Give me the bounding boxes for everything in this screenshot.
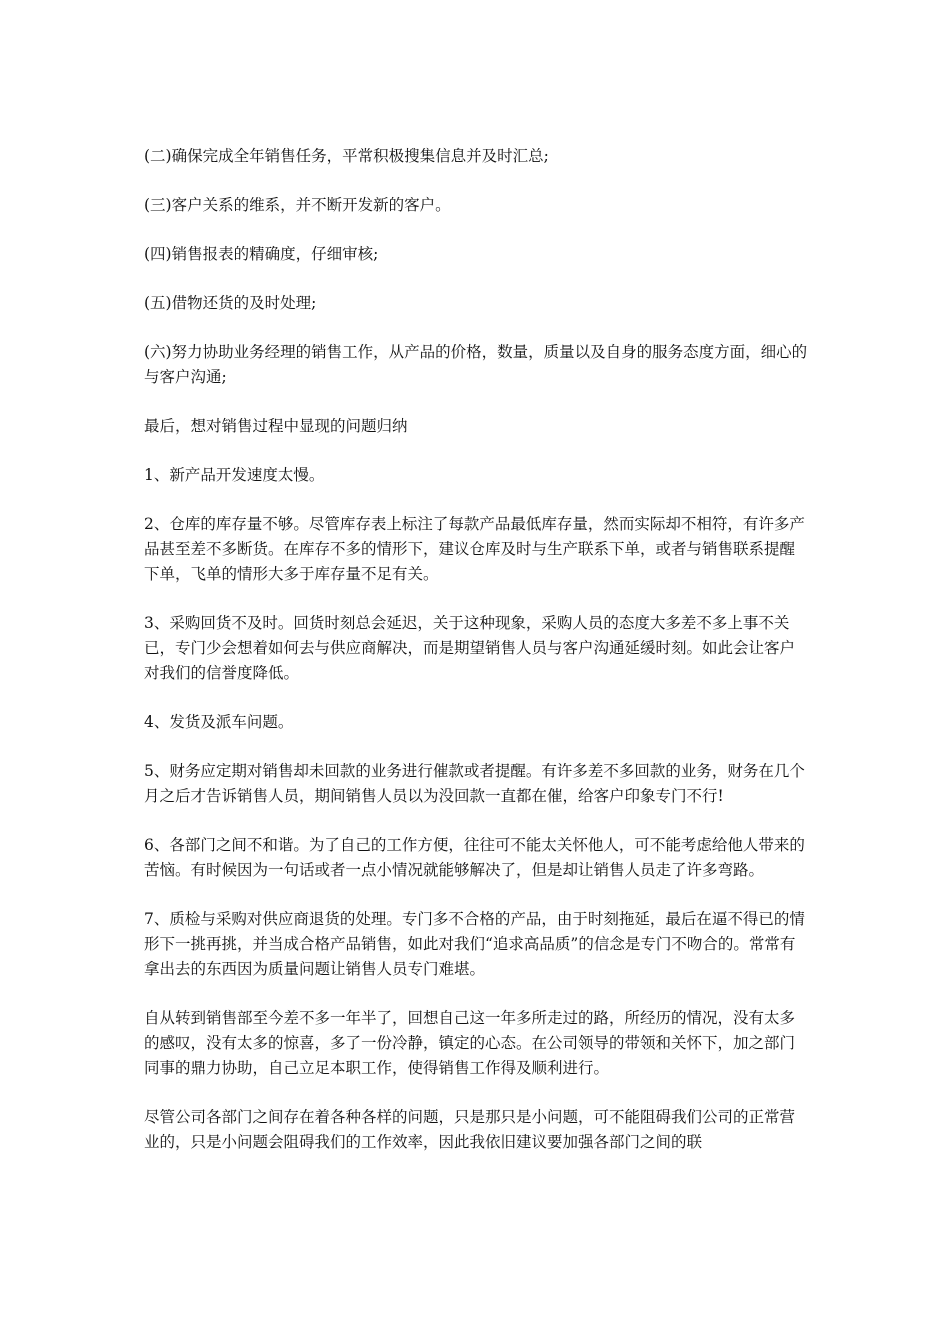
document-body (144, 144, 810, 1179)
paragraph-problem-7: 7、质检与采购对供应商退货的处理。专门多不合格的产品，由于时刻拖延，最后在逼不得已的情形下一挑再挑，并当成合格产品销售，如此对我们“追求高品质”的信念是专门不吻合的。常常有拿出去的东西因为质量问题让销售人员专门难堪。 (144, 910, 805, 978)
paragraph-problem-6: 6、各部门之间不和谐。为了自己的工作方便，往往可不能太关怀他人，可不能考虑给他人带来的苦恼。有时候因为一句话或者一点小情况就能够解决了，但是却让销售人员走了许多弯路。 (144, 836, 805, 879)
paragraph-task-completion: (二)确保完成全年销售任务，平常积极搜集信息并及时汇总; (144, 147, 549, 165)
paragraph-problem-5: 5、财务应定期对销售却未回款的业务进行催款或者提醒。有许多差不多回款的业务，财务在几个月之后才告诉销售人员，期间销售人员以为没回款一直都在催，给客户印象专门不行! (144, 762, 805, 805)
paragraph-problems-intro: 最后，想对销售过程中显现的问题归纳 (144, 417, 408, 435)
paragraph-report-accuracy: (四)销售报表的精确度，仔细审核; (144, 245, 379, 263)
paragraph-problem-4: 4、发货及派车问题。 (144, 713, 294, 731)
paragraph-suggestion: 尽管公司各部门之间存在着各种各样的问题，只是那只是小问题，可不能阻碍我们公司的正常营业的，只是小问题会阻碍我们的工作效率，因此我依旧建议要加强各部门之间的联 (144, 1108, 796, 1151)
paragraph-customer-relations: (三)客户关系的维系，并不断开发新的客户。 (144, 196, 451, 214)
paragraph-assist-manager: (六)努力协助业务经理的销售工作，从产品的价格，数量，质量以及自身的服务态度方面，细心的与客户沟通; (144, 343, 808, 386)
paragraph-problem-3: 3、采购回货不及时。回货时刻总会延迟，关于这种现象，采购人员的态度大多差不多上事不关已，专门少会想着如何去与供应商解决，而是期望销售人员与客户沟通延缓时刻。如此会让客户对我们的信誉度降低。 (144, 614, 796, 682)
paragraph-goods-return: (五)借物还货的及时处理; (144, 294, 317, 312)
paragraph-reflection: 自从转到销售部至今差不多一年半了，回想自己这一年多所走过的路，所经历的情况，没有太多的感叹，没有太多的惊喜，多了一份冷静，镇定的心态。在公司领导的带领和关怀下，加之部门同事的鼎力协助，自己立足本职工作，使得销售工作得及顺利进行。 (144, 1009, 796, 1077)
paragraph-problem-2: 2、仓库的库存量不够。尽管库存表上标注了每款产品最低库存量，然而实际却不相符，有许多产品甚至差不多断货。在库存不多的情形下，建议仓库及时与生产联系下单，或者与销售联系提醒下单，飞单的情形大多于库存量不足有关。 (144, 515, 805, 583)
paragraph-problem-1: 1、新产品开发速度太慢。 (144, 466, 325, 484)
